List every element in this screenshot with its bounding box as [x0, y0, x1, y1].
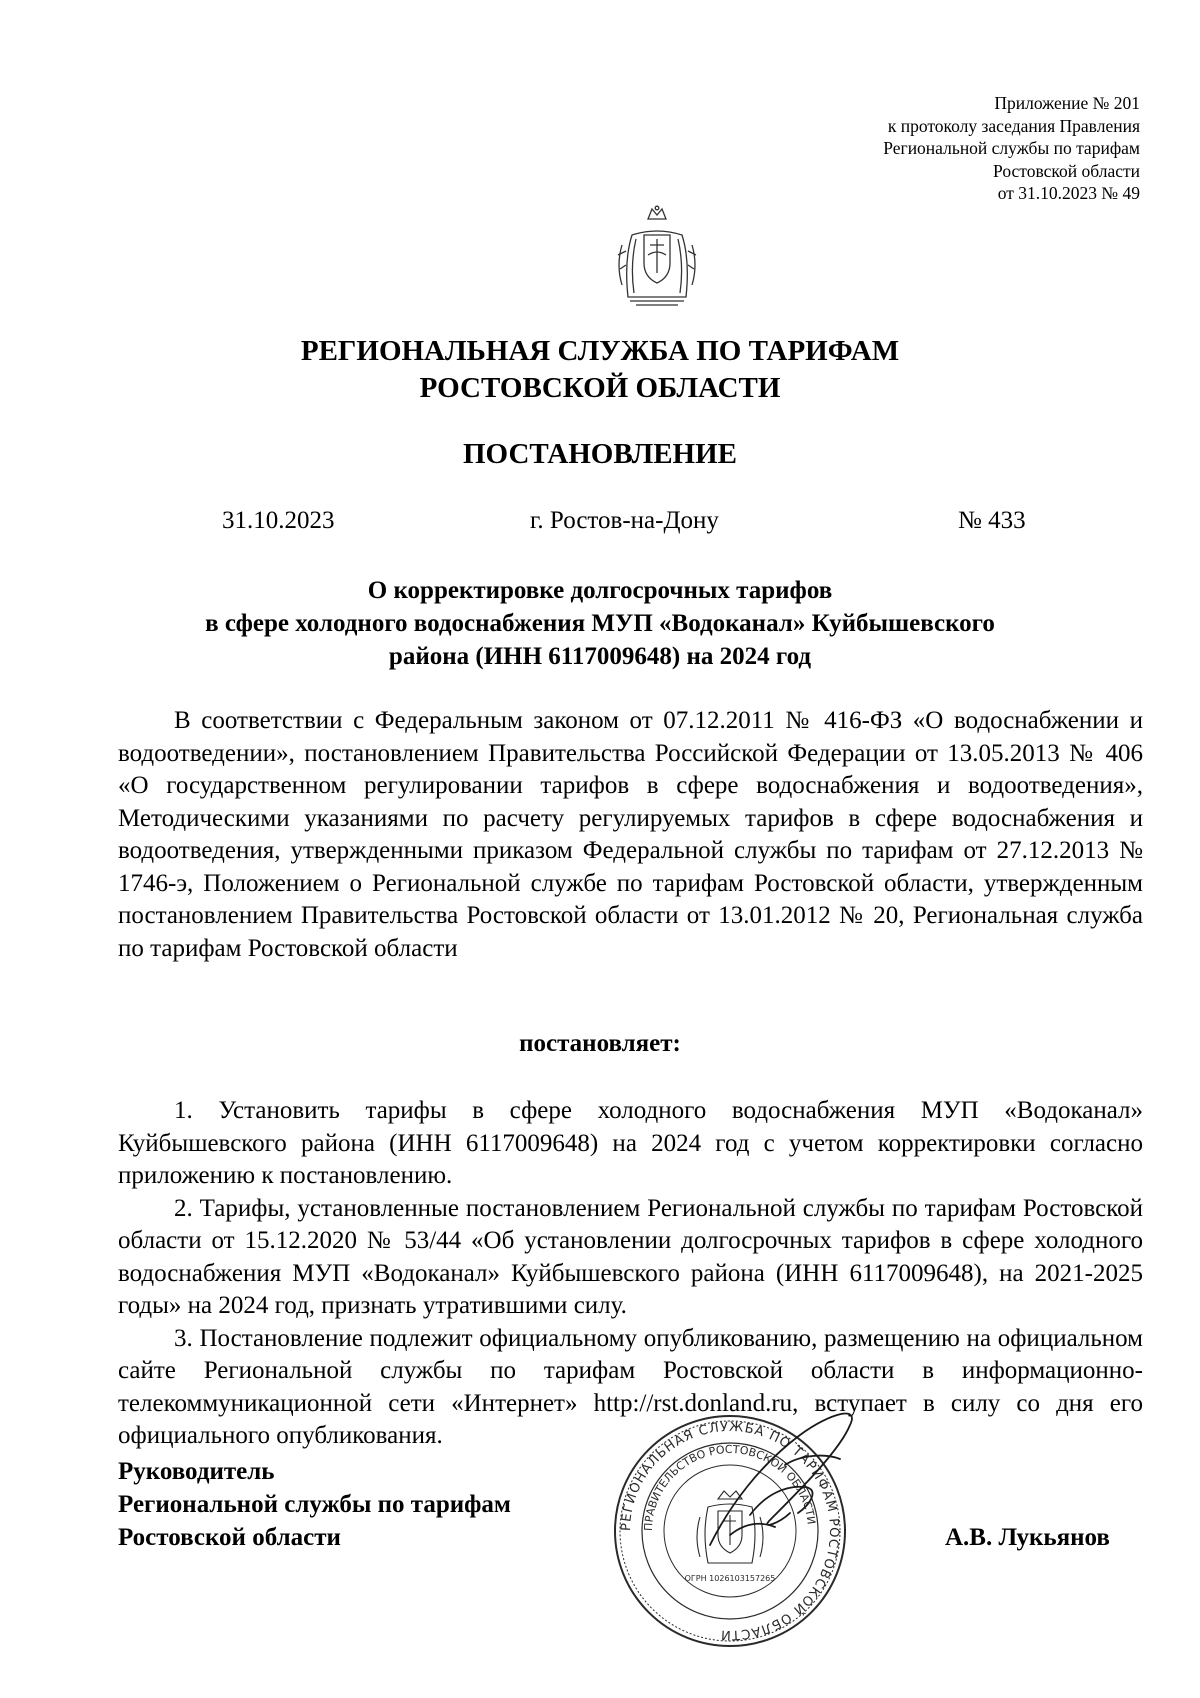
resolution-item: 2. Тарифы, установленные постановлением Региональной службы по тарифам Ростовской области от 15.12.2020 № 53/44 «Об установлении долгосрочных тарифов в сфере холодного водоснабжения МУП «Водоканал» Куйбышевского района (ИНН 6117009648), на 2021-2025 годы» на 2024 год, признать утратившими силу.: [118, 1194, 1143, 1319]
signatory-line: Ростовской области: [118, 1524, 341, 1551]
resolution-item: 3. Постановление подлежит официальному опубликованию, размещению на официальном сайте Региональной службы по тарифам Ростовской области в информационно-телекоммуникационной сети «Интернет» http://rst.donland.ru, вступает в силу со дня его официального опубликования.: [118, 1324, 1143, 1449]
subject-line: района (ИНН 6117009648) на 2024 год: [388, 643, 812, 670]
appendix-line: Ростовской области: [993, 160, 1140, 181]
signatory-position: [118, 1455, 511, 1554]
preamble-paragraph: В соответствии с Федеральным законом от 07.12.2011 № 416-ФЗ «О водоснабжении и водоотведении», постановлением Правительства Российской Федерации от 13.05.2013 № 406 «О государственном регулировании тарифов в сфере водоснабжения и водоотведения», Методическими указаниями по расчету регулируемых тарифов в сфере водоснабжения и водоотведения, утвержденными приказом Федеральной службы по тарифам от 27.12.2013 № 1746-э, Положением о Региональной службе по тарифам Ростовской области, утвержденным постановлением Правительства Ростовской области от 13.01.2012 № 20, Региональная служба по тарифам Ростовской области: [118, 707, 1143, 962]
signatory-line: Руководитель: [118, 1458, 275, 1485]
signatory-name: А.В. Лукьянов: [945, 1524, 1110, 1551]
seal-ogrn: ОГРН 1026103157265: [684, 1574, 776, 1583]
seal-outer-text: РЕГИОНАЛЬНАЯ СЛУЖБА ПО ТАРИФАМ РОСТОВСКОЙ ОБЛАСТИ: [618, 1419, 842, 1643]
document-subject: [100, 574, 1100, 673]
resolution-item: 1. Установить тарифы в сфере холодного водоснабжения МУП «Водоканал» Куйбышевского района (ИНН 6117009648) на 2024 год с учетом корректировки согласно приложению к постановлению.: [118, 1097, 1143, 1189]
document-type: ПОСТАНОВЛЕНИЕ: [462, 438, 737, 470]
resolution-items: [118, 1095, 1143, 1453]
document-date: 31.10.2023: [222, 507, 335, 534]
appendix-line: Приложение № 201: [994, 93, 1140, 113]
appendix-line: от 31.10.2023 № 49: [997, 183, 1140, 203]
preamble: [118, 705, 1143, 965]
document-city: г. Ростов-на-Дону: [530, 507, 719, 534]
coat-of-arms-icon: [612, 205, 702, 310]
signatory-line: Региональной службы по тарифам: [118, 1491, 511, 1518]
appendix-line: к протоколу заседания Правления: [887, 115, 1140, 136]
organization-title-line: РЕГИОНАЛЬНАЯ СЛУЖБА ПО ТАРИФАМ: [300, 335, 900, 367]
handwritten-signature-icon: [690, 1395, 890, 1565]
appendix-line: Региональной службы по тарифам: [883, 138, 1140, 158]
subject-line: О корректировке долгосрочных тарифов: [367, 577, 833, 604]
resolves-heading: постановляет:: [519, 1030, 681, 1057]
organization-title: [0, 333, 1200, 407]
document-number: № 433: [958, 507, 1026, 534]
appendix-note: [883, 92, 1140, 205]
subject-line: в сфере холодного водоснабжения МУП «Водоканал» Куйбышевского: [205, 610, 995, 637]
organization-title-line: РОСТОВСКОЙ ОБЛАСТИ: [419, 372, 781, 404]
seal-inner-text: ПРАВИТЕЛЬСТВО РОСТОВСКОЙ ОБЛАСТИ: [641, 1442, 818, 1532]
